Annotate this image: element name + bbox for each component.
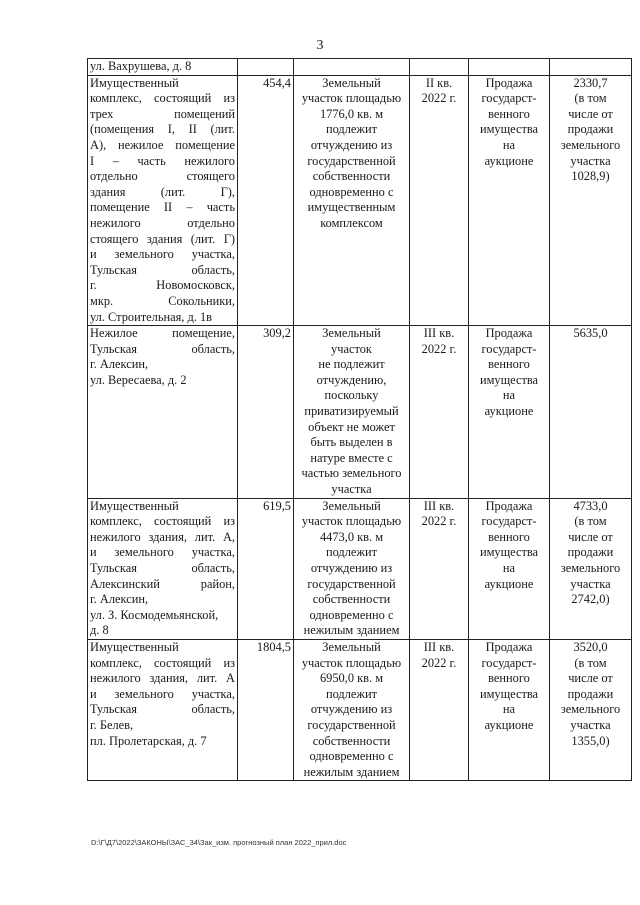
land-line: 6950,0 кв. м [319, 671, 384, 686]
method-line: венного [488, 671, 530, 686]
term-cell [410, 59, 469, 76]
land-line: участка [331, 482, 372, 497]
price-line: продажи [567, 545, 614, 560]
price-line: земельного [560, 561, 621, 575]
object-name-line: г. Новомосковск, [90, 278, 235, 293]
method-line: имущества [479, 545, 539, 560]
land-line: 1776,0 кв. м [319, 106, 384, 121]
term-line: III кв. [423, 498, 455, 513]
term-cell [410, 75, 469, 326]
land-line: участок [331, 341, 372, 356]
price-line: (в том [574, 514, 607, 529]
land-line: собственности [312, 169, 391, 184]
land-line: поскольку [324, 388, 379, 403]
method-line: аукционе [484, 404, 534, 419]
object-name-line: и земельного участка, [90, 686, 235, 701]
price-line: 5635,0 [573, 326, 608, 341]
land-line: государственной [307, 717, 396, 732]
method-line: венного [488, 357, 530, 372]
land-line: участок площадью [301, 655, 402, 670]
method-line: на [502, 388, 516, 403]
land-cell [294, 75, 410, 326]
area-value: 309,2 [263, 326, 291, 341]
object-name-line: отдельно стоящего [90, 169, 235, 184]
object-name-cell [88, 639, 238, 780]
price-line: продажи [567, 122, 614, 137]
object-name-line: I – часть нежилого [90, 153, 235, 168]
object-name-line: здания (лит. Г), [90, 184, 235, 199]
land-cell [294, 326, 410, 499]
object-name-line: Тульская область, [90, 341, 235, 356]
land-line: частью земельного [301, 466, 402, 481]
price-cell [550, 498, 632, 639]
file-path-footer: D:\Г\Д7\2022\ЗАКОНЫ\ЗАС_34\Зак_изм. прогнозный план 2022_прил.doc [91, 838, 347, 847]
object-name-line: Тульская область, [90, 262, 235, 277]
area-cell [238, 498, 294, 639]
price-line: участка [570, 153, 611, 168]
method-cell [469, 326, 550, 499]
price-line: (в том [574, 91, 607, 106]
method-line: государст- [481, 341, 537, 356]
object-name-cell [88, 75, 238, 326]
price-line: 3520,0 [573, 639, 608, 654]
table-row [88, 326, 632, 499]
object-name-line: Имущественный [90, 639, 179, 654]
page-number: 3 [316, 38, 324, 53]
price-cell [550, 75, 632, 326]
object-name-line: ул. Строительная, д. 1в [90, 309, 213, 324]
object-name-line: г. Алексин, [90, 357, 149, 372]
term-line: II кв. [425, 75, 453, 90]
term-line: III кв. [423, 639, 455, 654]
method-line: государст- [481, 514, 537, 529]
land-line: не подлежит [318, 357, 385, 372]
method-line: Продажа [485, 75, 533, 90]
method-line: имущества [479, 122, 539, 137]
method-line: имущества [479, 372, 539, 387]
land-line: собственности [312, 733, 391, 748]
land-line: Земельный [322, 498, 381, 513]
land-line: приватизируемый [304, 404, 399, 419]
price-line: числе от [568, 671, 613, 686]
object-name-line: комплекс, состоящий из [90, 655, 235, 670]
area-value: 619,5 [263, 498, 291, 513]
land-line: Земельный [322, 326, 381, 341]
land-cell [294, 639, 410, 780]
land-line: подлежит [325, 545, 378, 560]
term-cell [410, 326, 469, 499]
area-cell [238, 75, 294, 326]
area-value: 454,4 [263, 75, 291, 90]
area-value: 1804,5 [256, 639, 291, 654]
price-line: участка [570, 717, 611, 732]
object-name-line: ул. Вересаева, д. 2 [90, 372, 187, 387]
land-line: отчуждению, [316, 372, 387, 387]
land-line: одновременно с [309, 749, 394, 764]
land-line: участок площадью [301, 514, 402, 529]
method-line: венного [488, 529, 530, 544]
term-line: III кв. [423, 326, 455, 341]
object-name-cell [88, 326, 238, 499]
term-line: 2022 г. [421, 655, 457, 670]
land-cell [294, 59, 410, 76]
area-cell [238, 639, 294, 780]
land-line: государственной [307, 576, 396, 591]
land-line: имущественным [307, 200, 396, 215]
price-line: числе от [568, 106, 613, 121]
land-line: участок площадью [301, 91, 402, 106]
object-name-line: (помещения I, II (лит. [90, 122, 235, 137]
object-name-line: Тульская область, [90, 561, 235, 575]
land-line: объект не может [308, 419, 395, 434]
land-line: одновременно с [309, 184, 394, 199]
price-line: (в том [574, 655, 607, 670]
area-cell [238, 326, 294, 499]
method-line: аукционе [484, 153, 534, 168]
method-line: венного [488, 106, 530, 121]
price-line: 2330,7 [573, 75, 608, 90]
object-name-line: нежилого здания, лит. А, [90, 529, 235, 544]
object-name-line: и земельного участка, [90, 545, 235, 560]
price-line: 1355,0) [571, 733, 610, 748]
land-line: Земельный [322, 75, 381, 90]
price-line: 4733,0 [573, 498, 608, 513]
object-name-line: А), нежилое помещение [90, 137, 235, 152]
term-cell [410, 639, 469, 780]
table-row-continuation [88, 59, 632, 76]
land-line: отчуждению из [310, 702, 393, 717]
method-line: государст- [481, 91, 537, 106]
term-cell [410, 498, 469, 639]
method-cell [469, 75, 550, 326]
object-name-line: Имущественный [90, 498, 179, 513]
method-line: Продажа [485, 498, 533, 513]
land-line: 4473,0 кв. м [319, 529, 384, 544]
land-line: одновременно с [309, 607, 394, 622]
method-cell [469, 59, 550, 76]
object-name-line: ул. Вахрушева, д. 8 [90, 59, 192, 73]
term-line: 2022 г. [421, 341, 457, 356]
land-line: нежилым зданием [303, 623, 400, 638]
method-line: Продажа [485, 326, 533, 341]
object-name-line: трех помещений [90, 106, 235, 121]
land-cell [294, 498, 410, 639]
object-name-cell [88, 59, 238, 76]
price-cell [550, 59, 632, 76]
table-row [88, 639, 632, 780]
price-line: земельного [560, 137, 621, 152]
land-line: отчуждению из [310, 137, 393, 152]
method-line: аукционе [484, 717, 534, 732]
price-line: 1028,9) [571, 169, 610, 184]
method-line: имущества [479, 686, 539, 701]
price-line: участка [570, 576, 611, 591]
area-cell [238, 59, 294, 76]
land-line: государственной [307, 153, 396, 168]
object-name-line: г. Белев, [90, 717, 134, 732]
term-line: 2022 г. [421, 91, 457, 106]
object-name-line: мкр. Сокольники, [90, 293, 235, 308]
object-name-line: Алексинский район, [90, 576, 235, 591]
land-line: собственности [312, 592, 391, 607]
method-line: на [502, 561, 516, 575]
price-cell [550, 326, 632, 499]
object-name-line: нежилого здания, лит. А [90, 671, 235, 686]
price-line: 2742,0) [571, 592, 610, 607]
object-name-line: Нежилое помещение, [90, 326, 235, 341]
land-line: нежилым зданием [303, 764, 400, 779]
method-line: на [502, 702, 516, 717]
land-line: отчуждению из [310, 561, 393, 575]
object-name-line: комплекс, состоящий из [90, 514, 235, 529]
method-cell [469, 498, 550, 639]
land-line: комплексом [320, 215, 383, 230]
object-name-line: комплекс, состоящий из [90, 91, 235, 106]
price-line: продажи [567, 686, 614, 701]
object-name-line: Имущественный [90, 75, 179, 90]
method-line: аукционе [484, 576, 534, 591]
price-line: земельного [560, 702, 621, 717]
land-line: Земельный [322, 639, 381, 654]
object-name-line: пл. Пролетарская, д. 7 [90, 733, 207, 748]
privatization-plan-table [87, 58, 632, 781]
land-line: быть выделен в [310, 435, 393, 450]
method-line: Продажа [485, 639, 533, 654]
object-name-line: ул. З. Космодемьянской, [90, 607, 219, 622]
object-name-line: стоящего здания (лит. Г) [90, 231, 235, 246]
method-line: на [502, 137, 516, 152]
object-name-line: нежилого отдельно [90, 215, 235, 230]
method-cell [469, 639, 550, 780]
object-name-line: помещение II – часть [90, 200, 235, 215]
table-row [88, 498, 632, 639]
land-line: подлежит [325, 122, 378, 137]
object-name-line: г. Алексин, [90, 592, 149, 607]
object-name-line: д. 8 [90, 623, 109, 638]
land-line: натуре вместе с [310, 450, 393, 465]
price-cell [550, 639, 632, 780]
object-name-cell [88, 498, 238, 639]
term-line: 2022 г. [421, 514, 457, 529]
object-name-line: Тульская область, [90, 702, 235, 717]
price-line: числе от [568, 529, 613, 544]
method-line: государст- [481, 655, 537, 670]
table-row [88, 75, 632, 326]
object-name-line: и земельного участка, [90, 247, 235, 262]
land-line: подлежит [325, 686, 378, 701]
